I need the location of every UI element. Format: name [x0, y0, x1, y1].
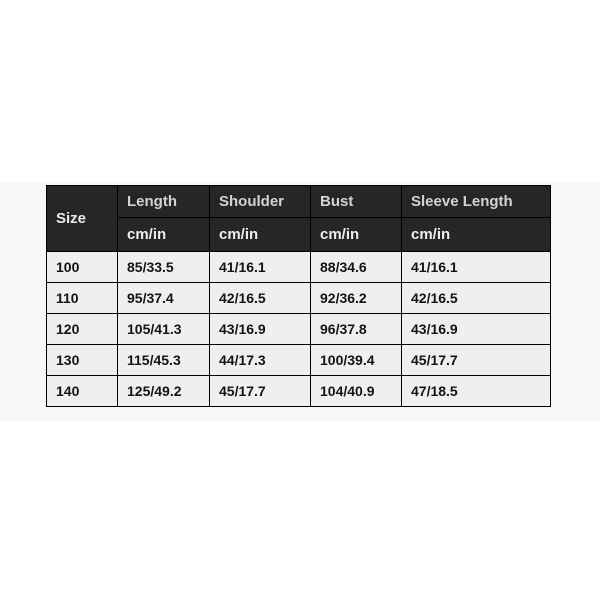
- table-row: [47, 345, 551, 376]
- table-row: [47, 314, 551, 345]
- cell-bust: 104/40.9: [311, 376, 402, 407]
- cell-size: 100: [47, 252, 118, 283]
- cell-bust: 100/39.4: [311, 345, 402, 376]
- cell-shoulder: 45/17.7: [210, 376, 311, 407]
- header-row-titles: [47, 186, 551, 218]
- cell-shoulder: 43/16.9: [210, 314, 311, 345]
- column-header-sleeve-length: Sleeve Length: [402, 186, 551, 218]
- column-header-shoulder: Shoulder: [210, 186, 311, 218]
- cell-sleeve-length: 42/16.5: [402, 283, 551, 314]
- size-chart-header: [47, 186, 551, 252]
- cell-length: 95/37.4: [118, 283, 210, 314]
- cell-sleeve-length: 47/18.5: [402, 376, 551, 407]
- header-row-units: [47, 218, 551, 252]
- table-row: [47, 376, 551, 407]
- column-header-size: Size: [47, 186, 118, 252]
- cell-length: 105/41.3: [118, 314, 210, 345]
- cell-size: 130: [47, 345, 118, 376]
- unit-cell-length: cm/in: [118, 218, 210, 252]
- cell-sleeve-length: 43/16.9: [402, 314, 551, 345]
- size-chart-body: [47, 252, 551, 407]
- cell-length: 115/45.3: [118, 345, 210, 376]
- cell-size: 120: [47, 314, 118, 345]
- cell-shoulder: 42/16.5: [210, 283, 311, 314]
- cell-shoulder: 44/17.3: [210, 345, 311, 376]
- column-header-bust: Bust: [311, 186, 402, 218]
- cell-bust: 96/37.8: [311, 314, 402, 345]
- unit-cell-bust: cm/in: [311, 218, 402, 252]
- cell-bust: 92/36.2: [311, 283, 402, 314]
- table-row: [47, 283, 551, 314]
- cell-size: 110: [47, 283, 118, 314]
- cell-sleeve-length: 41/16.1: [402, 252, 551, 283]
- cell-length: 125/49.2: [118, 376, 210, 407]
- cell-bust: 88/34.6: [311, 252, 402, 283]
- table-row: [47, 252, 551, 283]
- column-header-length: Length: [118, 186, 210, 218]
- unit-cell-shoulder: cm/in: [210, 218, 311, 252]
- cell-size: 140: [47, 376, 118, 407]
- cell-sleeve-length: 45/17.7: [402, 345, 551, 376]
- cell-shoulder: 41/16.1: [210, 252, 311, 283]
- unit-cell-sleeve-length: cm/in: [402, 218, 551, 252]
- cell-length: 85/33.5: [118, 252, 210, 283]
- size-chart-table: [46, 185, 551, 407]
